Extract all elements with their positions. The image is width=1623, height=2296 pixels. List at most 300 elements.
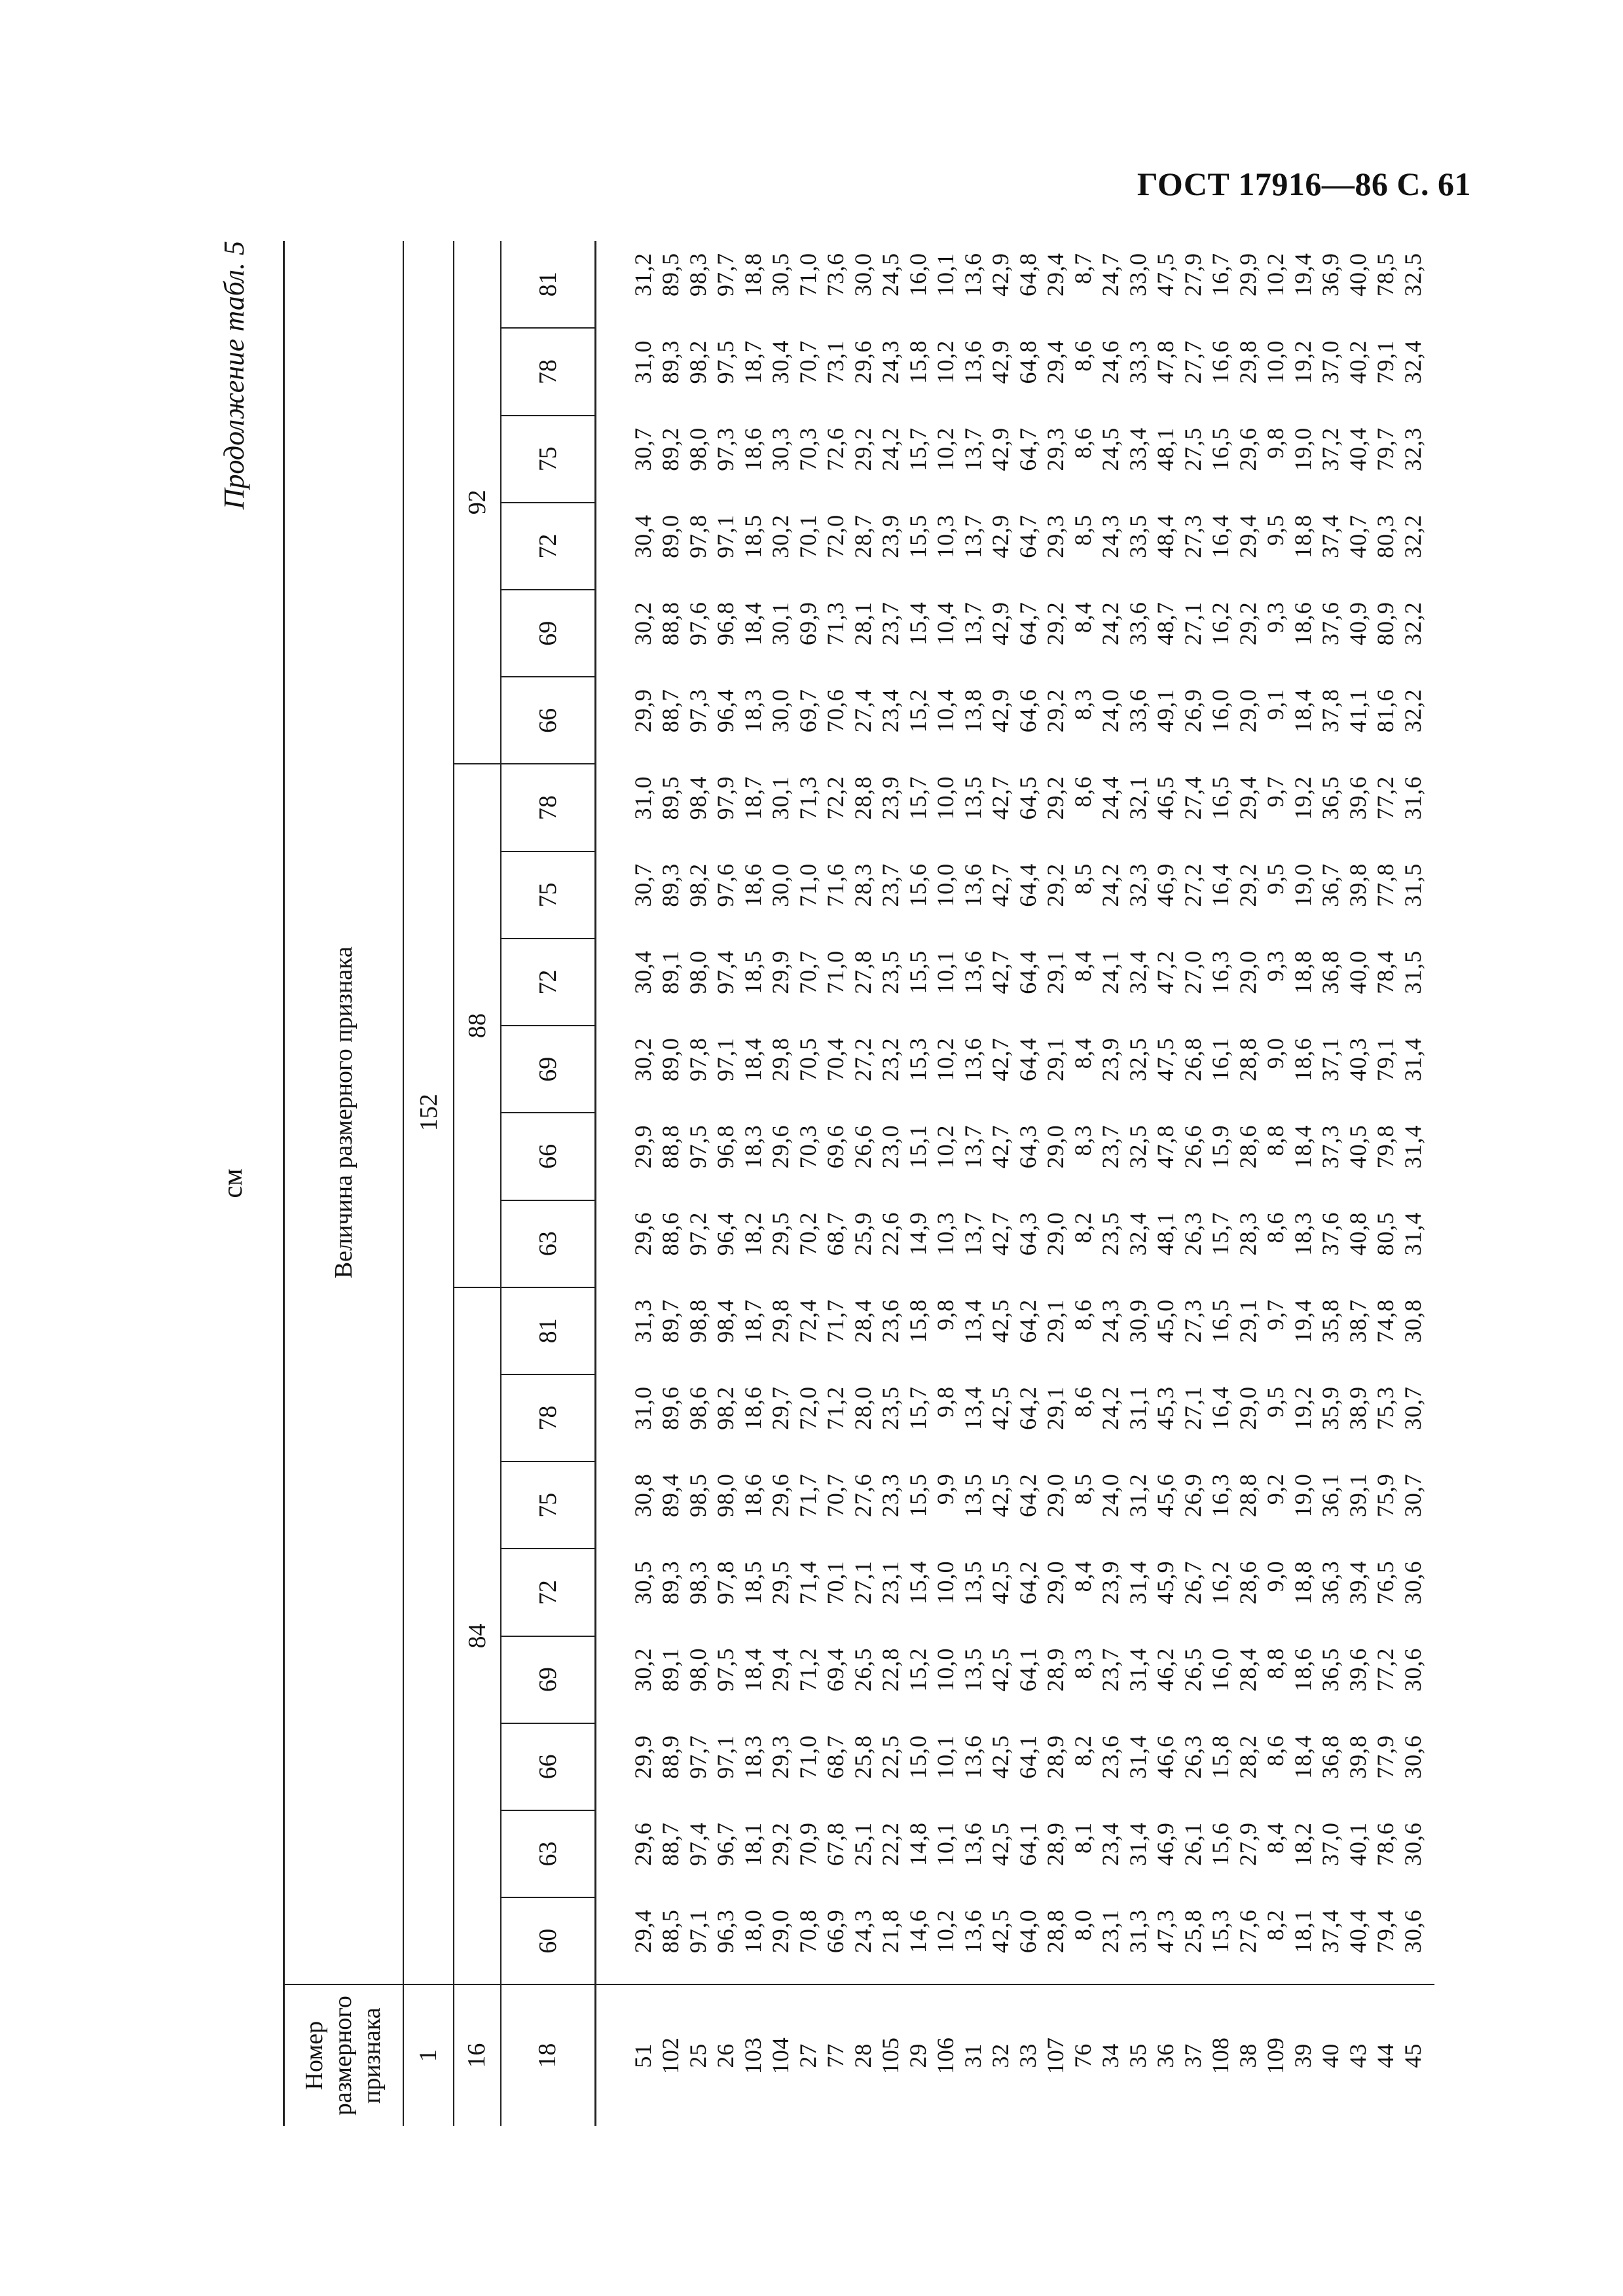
- row-header-line-3: признака: [357, 2007, 386, 2104]
- row-key: 109: [1262, 1984, 1289, 2126]
- row-key: 39: [1289, 1984, 1317, 2126]
- table-row: [684, 241, 712, 2126]
- table-cell: 26,5: [1180, 1647, 1206, 1692]
- table-cell: 97,4: [685, 1821, 711, 1866]
- table-cell: 77,9: [1372, 1734, 1398, 1779]
- table-cell: 9,0: [1262, 1037, 1288, 1069]
- table-cell: 37,0: [1317, 1821, 1343, 1866]
- table-cell: 32,3: [1400, 427, 1426, 471]
- row-key: 36: [1152, 1984, 1179, 2126]
- table-cell: 89,7: [657, 1299, 684, 1343]
- level3-key: 18: [501, 1984, 596, 2126]
- table-cell: 10,2: [932, 1124, 958, 1169]
- table-cell: 13,5: [960, 776, 986, 820]
- table-cell: 24,7: [1097, 253, 1123, 296]
- table-cell: 42,7: [987, 950, 1013, 994]
- table-cell: 24,3: [850, 1909, 876, 1954]
- table-row: [794, 241, 822, 2126]
- table-cell: 27,1: [850, 1560, 876, 1605]
- table-cell: 88,9: [657, 1734, 684, 1779]
- row-key: 35: [1124, 1984, 1152, 2126]
- row-key: 33: [1014, 1984, 1042, 2126]
- table-cell: 47,2: [1152, 950, 1178, 994]
- table-cell: 27,5: [1180, 427, 1206, 471]
- table-row: [822, 241, 849, 2126]
- table-cell: 29,6: [630, 1821, 656, 1866]
- row-key: 76: [1069, 1984, 1097, 2126]
- table-cell: 15,7: [1207, 1211, 1233, 1256]
- table-cell: 97,1: [685, 1909, 711, 1954]
- table-cell: 10,0: [932, 863, 958, 907]
- table-cell: 39,8: [1345, 1734, 1371, 1779]
- table-cell: 40,8: [1345, 1211, 1371, 1256]
- table-cell: 29,4: [630, 1909, 656, 1954]
- table-cell: 30,7: [630, 427, 656, 471]
- table-cell: 15,3: [1207, 1909, 1233, 1954]
- column-header: 78: [501, 1374, 596, 1462]
- table-cell: 9,3: [1262, 950, 1288, 982]
- table-cell: 23,1: [1097, 1909, 1123, 1954]
- table-cell: 23,2: [877, 1037, 903, 1082]
- table-cell: 18,2: [740, 1211, 766, 1256]
- table-cell: 10,1: [932, 1821, 958, 1866]
- table-cell: 8,6: [1262, 1734, 1288, 1767]
- table-cell: 31,0: [630, 1386, 656, 1430]
- table-cell: 24,6: [1097, 340, 1123, 384]
- column-header: 66: [501, 677, 596, 764]
- table-cell: 31,2: [1125, 1473, 1151, 1518]
- table-cell: 9,8: [932, 1386, 958, 1418]
- table-cell: 37,3: [1317, 1124, 1343, 1169]
- table-cell: 77,2: [1372, 776, 1398, 820]
- table-cell: 97,1: [712, 1734, 739, 1779]
- table-cell: 64,7: [1015, 427, 1041, 471]
- group-label-cell: Величина размерного признака: [284, 241, 404, 1984]
- table-cell: 64,1: [1015, 1647, 1041, 1692]
- table-cell: 49,1: [1152, 689, 1178, 733]
- table-cell: 47,8: [1152, 340, 1178, 384]
- table-row: [959, 241, 987, 2126]
- table-cell: 9,3: [1262, 601, 1288, 634]
- table-cell: 30,7: [1400, 1473, 1426, 1518]
- table-cell: 30,8: [630, 1473, 656, 1518]
- table-cell: 98,0: [685, 1647, 711, 1692]
- level2-group-92: 92: [454, 241, 501, 764]
- table-cell: 24,5: [877, 253, 903, 296]
- table-cell: 46,2: [1152, 1647, 1178, 1692]
- table-cell: 13,6: [960, 253, 986, 296]
- table-cell: 40,0: [1345, 253, 1371, 296]
- table-cell: 31,5: [1400, 863, 1426, 907]
- table-cell: 26,9: [1180, 1473, 1206, 1518]
- table-cell: 8,4: [1070, 950, 1096, 982]
- table-cell: 24,2: [1097, 601, 1123, 646]
- table-cell: 96,7: [712, 1821, 739, 1866]
- table-cell: 18,6: [740, 863, 766, 907]
- table-cell: 16,0: [1207, 1647, 1233, 1692]
- table-cell: 29,0: [1235, 689, 1261, 733]
- table-cell: 68,7: [822, 1734, 848, 1779]
- table-cell: 39,8: [1345, 863, 1371, 907]
- table-cell: 16,0: [905, 253, 931, 296]
- table-cell: 89,4: [657, 1473, 684, 1518]
- table-cell: 19,0: [1290, 1473, 1316, 1518]
- table-cell: 37,4: [1317, 1909, 1343, 1954]
- table-cell: 29,0: [767, 1909, 793, 1954]
- table-cell: 36,7: [1317, 863, 1343, 907]
- table-cell: 29,7: [767, 1386, 793, 1430]
- table-cell: 68,7: [822, 1211, 848, 1256]
- table-cell: 27,7: [1180, 340, 1206, 384]
- table-cell: 29,9: [630, 1734, 656, 1779]
- table-cell: 23,5: [877, 950, 903, 994]
- table-cell: 27,2: [850, 1037, 876, 1082]
- table-cell: 71,0: [795, 863, 821, 907]
- level2-group-88: 88: [454, 764, 501, 1287]
- table-cell: 29,8: [1235, 340, 1261, 384]
- table-row: [739, 241, 767, 2126]
- table-cell: 15,4: [905, 601, 931, 646]
- table-cell: 8,8: [1262, 1124, 1288, 1157]
- table-cell: 29,6: [1235, 427, 1261, 471]
- table-cell: 70,3: [795, 427, 821, 471]
- table-cell: 70,1: [822, 1560, 848, 1605]
- table-cell: 70,8: [795, 1909, 821, 1954]
- table-cell: 42,5: [987, 1299, 1013, 1343]
- table-cell: 26,7: [1180, 1560, 1206, 1605]
- table-cell: 26,3: [1180, 1734, 1206, 1779]
- table-cell: 16,5: [1207, 427, 1233, 471]
- table-cell: 97,1: [712, 1037, 739, 1082]
- table-cell: 66,9: [822, 1909, 848, 1954]
- table-cell: 45,9: [1152, 1560, 1178, 1605]
- table-cell: 37,2: [1317, 427, 1343, 471]
- table-row: [712, 241, 739, 2126]
- table-cell: 8,5: [1070, 514, 1096, 546]
- column-header: 81: [501, 1287, 596, 1374]
- table-cell: 97,8: [685, 1037, 711, 1082]
- table-cell: 14,9: [905, 1211, 931, 1256]
- table-cell: 29,0: [1042, 1124, 1068, 1169]
- table-cell: 9,5: [1262, 1386, 1288, 1418]
- table-cell: 64,0: [1015, 1909, 1041, 1954]
- table-cell: 13,6: [960, 340, 986, 384]
- row-key: 37: [1179, 1984, 1207, 2126]
- table-cell: 10,4: [932, 689, 958, 733]
- table-cell: 18,1: [1290, 1909, 1316, 1954]
- column-header: 75: [501, 1462, 596, 1549]
- table-cell: 29,6: [630, 1211, 656, 1256]
- table-cell: 28,7: [850, 514, 876, 558]
- table-cell: 10,3: [932, 514, 958, 558]
- table-cell: 27,9: [1235, 1821, 1261, 1866]
- table-cell: 97,7: [685, 1734, 711, 1779]
- table-continuation-caption: Продолжение табл. 5: [218, 241, 250, 510]
- table-cell: 32,2: [1400, 514, 1426, 558]
- table-cell: 22,2: [877, 1821, 903, 1866]
- table-cell: 18,5: [740, 950, 766, 994]
- table-cell: 13,7: [960, 427, 986, 471]
- table-cell: 8,5: [1070, 1473, 1096, 1505]
- table-cell: 39,1: [1345, 1473, 1371, 1518]
- table-cell: 40,3: [1345, 1037, 1371, 1082]
- table-cell: 29,1: [1042, 1386, 1068, 1430]
- table-cell: 15,4: [905, 1560, 931, 1605]
- table-cell: 8,8: [1262, 1647, 1288, 1679]
- table-cell: 10,2: [932, 427, 958, 471]
- table-cell: 79,7: [1372, 427, 1398, 471]
- measurement-table: [283, 241, 1434, 2126]
- table-cell: 10,0: [932, 1560, 958, 1605]
- table-cell: 26,1: [1180, 1821, 1206, 1866]
- table-cell: 23,5: [877, 1386, 903, 1430]
- table-cell: 13,7: [960, 601, 986, 646]
- table-cell: 45,0: [1152, 1299, 1178, 1343]
- table-cell: 40,0: [1345, 950, 1371, 994]
- table-cell: 18,6: [1290, 601, 1316, 646]
- table-cell: 8,6: [1070, 340, 1096, 372]
- table-cell: 28,6: [1235, 1560, 1261, 1605]
- column-header: 66: [501, 1723, 596, 1810]
- row-key: 43: [1344, 1984, 1372, 2126]
- table-cell: 10,0: [1262, 340, 1288, 384]
- table-cell: 13,6: [960, 1734, 986, 1779]
- table-cell: 19,4: [1290, 253, 1316, 296]
- table-cell: 97,7: [712, 253, 739, 296]
- table-cell: 9,7: [1262, 1299, 1288, 1331]
- row-key: 77: [822, 1984, 849, 2126]
- table-cell: 10,1: [932, 1734, 958, 1779]
- table-cell: 71,0: [822, 950, 848, 994]
- rotated-table-block: [217, 241, 1487, 2126]
- table-cell: 18,4: [740, 1647, 766, 1692]
- table-cell: 23,9: [877, 776, 903, 820]
- table-cell: 15,8: [905, 340, 931, 384]
- table-cell: 30,7: [1400, 1386, 1426, 1430]
- table-cell: 97,5: [712, 340, 739, 384]
- table-cell: 18,8: [740, 253, 766, 296]
- table-cell: 16,1: [1207, 1037, 1233, 1082]
- table-cell: 42,9: [987, 340, 1013, 384]
- table-cell: 32,4: [1125, 950, 1151, 994]
- table-cell: 69,9: [795, 601, 821, 646]
- page-header: ГОСТ 17916—86 С. 61: [1137, 166, 1471, 202]
- table-cell: 19,2: [1290, 340, 1316, 384]
- table-cell: 23,9: [1097, 1037, 1123, 1082]
- table-cell: 39,6: [1345, 1647, 1371, 1692]
- table-cell: 16,2: [1207, 601, 1233, 646]
- table-cell: 36,8: [1317, 950, 1343, 994]
- table-cell: 64,4: [1015, 950, 1041, 994]
- table-cell: 32,5: [1125, 1037, 1151, 1082]
- table-cell: 30,2: [630, 601, 656, 646]
- table-cell: 78,6: [1372, 1821, 1398, 1866]
- table-cell: 15,7: [905, 776, 931, 820]
- table-cell: 31,0: [630, 776, 656, 820]
- table-cell: 42,9: [987, 253, 1013, 296]
- column-header: 75: [501, 416, 596, 503]
- table-cell: 18,4: [1290, 689, 1316, 733]
- table-cell: 15,9: [1207, 1124, 1233, 1169]
- table-cell: 23,3: [877, 1473, 903, 1518]
- row-key: 44: [1372, 1984, 1399, 2126]
- table-cell: 42,9: [987, 601, 1013, 646]
- table-row: [1317, 241, 1344, 2126]
- table-cell: 8,3: [1070, 1647, 1096, 1679]
- table-cell: 30,6: [1400, 1560, 1426, 1605]
- table-cell: 97,4: [712, 950, 739, 994]
- table-cell: 29,3: [767, 1734, 793, 1779]
- table-cell: 15,7: [905, 1386, 931, 1430]
- table-cell: 76,5: [1372, 1560, 1398, 1605]
- table-cell: 35,8: [1317, 1299, 1343, 1343]
- table-cell: 42,9: [987, 514, 1013, 558]
- table-cell: 25,9: [850, 1211, 876, 1256]
- table-row: [849, 241, 877, 2126]
- table-cell: 28,6: [1235, 1124, 1261, 1169]
- table-cell: 29,8: [767, 1037, 793, 1082]
- table-cell: 74,8: [1372, 1299, 1398, 1343]
- table-cell: 19,0: [1290, 863, 1316, 907]
- table-cell: 31,1: [1125, 1386, 1151, 1430]
- table-cell: 46,6: [1152, 1734, 1178, 1779]
- row-key: 106: [932, 1984, 959, 2126]
- table-cell: 40,4: [1345, 427, 1371, 471]
- table-cell: 9,9: [932, 1473, 958, 1505]
- column-header: 75: [501, 852, 596, 939]
- table-cell: 18,6: [1290, 1647, 1316, 1692]
- table-cell: 31,4: [1125, 1821, 1151, 1866]
- table-cell: 29,0: [1235, 950, 1261, 994]
- table-cell: 30,6: [1400, 1909, 1426, 1954]
- level1-value: 152: [403, 241, 454, 1984]
- table-cell: 42,7: [987, 1037, 1013, 1082]
- table-cell: 23,7: [877, 863, 903, 907]
- table-cell: 18,7: [740, 776, 766, 820]
- table-cell: 64,8: [1015, 253, 1041, 296]
- table-cell: 29,1: [1042, 1299, 1068, 1343]
- table-cell: 26,3: [1180, 1211, 1206, 1256]
- table-cell: 18,7: [740, 1299, 766, 1343]
- table-cell: 26,5: [850, 1647, 876, 1692]
- table-cell: 98,2: [685, 863, 711, 907]
- table-cell: 79,4: [1372, 1909, 1398, 1954]
- table-row: [596, 241, 657, 2126]
- table-cell: 27,6: [1235, 1909, 1261, 1954]
- table-cell: 96,4: [712, 689, 739, 733]
- row-key: 108: [1207, 1984, 1234, 2126]
- table-cell: 18,3: [740, 1734, 766, 1779]
- table-cell: 30,6: [1400, 1647, 1426, 1692]
- table-cell: 8,4: [1262, 1821, 1288, 1854]
- table-cell: 64,5: [1015, 776, 1041, 820]
- table-cell: 8,0: [1070, 1909, 1096, 1941]
- table-cell: 23,1: [877, 1560, 903, 1605]
- table-cell: 64,4: [1015, 863, 1041, 907]
- table-cell: 29,8: [767, 1299, 793, 1343]
- table-cell: 18,6: [740, 1386, 766, 1430]
- table-cell: 29,4: [1042, 253, 1068, 296]
- table-cell: 37,6: [1317, 601, 1343, 646]
- table-cell: 75,9: [1372, 1473, 1398, 1518]
- table-cell: 64,6: [1015, 689, 1041, 733]
- table-cell: 29,1: [1042, 950, 1068, 994]
- table-cell: 26,6: [1180, 1124, 1206, 1169]
- table-cell: 98,2: [712, 1386, 739, 1430]
- table-cell: 28,3: [850, 863, 876, 907]
- table-cell: 8,2: [1262, 1909, 1288, 1941]
- table-cell: 33,5: [1125, 514, 1151, 558]
- table-cell: 29,2: [1235, 601, 1261, 646]
- table-cell: 30,0: [767, 863, 793, 907]
- table-cell: 38,9: [1345, 1386, 1371, 1430]
- table-row: [1069, 241, 1097, 2126]
- table-cell: 88,7: [657, 1821, 684, 1866]
- table-cell: 18,4: [1290, 1124, 1316, 1169]
- column-header: 72: [501, 1549, 596, 1636]
- table-cell: 16,2: [1207, 1560, 1233, 1605]
- table-cell: 96,8: [712, 601, 739, 646]
- table-cell: 40,1: [1345, 1821, 1371, 1866]
- table-cell: 69,4: [822, 1647, 848, 1692]
- row-header-line-1: Номер: [301, 2020, 329, 2090]
- table-cell: 29,9: [1235, 253, 1261, 296]
- table-cell: 29,2: [767, 1821, 793, 1866]
- table-cell: 8,3: [1070, 1124, 1096, 1157]
- column-header: 69: [501, 590, 596, 677]
- table-cell: 78,4: [1372, 950, 1398, 994]
- table-cell: 97,6: [685, 601, 711, 646]
- table-cell: 31,4: [1400, 1037, 1426, 1082]
- table-cell: 70,5: [795, 1037, 821, 1082]
- table-cell: 33,0: [1125, 253, 1151, 296]
- table-cell: 19,0: [1290, 427, 1316, 471]
- table-cell: 37,1: [1317, 1037, 1343, 1082]
- table-cell: 29,6: [850, 340, 876, 384]
- table-cell: 9,2: [1262, 1473, 1288, 1505]
- table-cell: 71,0: [795, 253, 821, 296]
- table-cell: 24,2: [877, 427, 903, 471]
- table-cell: 27,3: [1180, 514, 1206, 558]
- table-cell: 8,4: [1070, 1037, 1096, 1069]
- table-cell: 79,1: [1372, 340, 1398, 384]
- table-row: [767, 241, 794, 2126]
- table-cell: 22,8: [877, 1647, 903, 1692]
- table-cell: 8,3: [1070, 689, 1096, 721]
- table-cell: 48,1: [1152, 1211, 1178, 1256]
- row-key: 29: [904, 1984, 932, 2126]
- table-cell: 18,8: [1290, 1560, 1316, 1605]
- table-cell: 29,9: [630, 689, 656, 733]
- table-cell: 9,7: [1262, 776, 1288, 808]
- table-cell: 30,0: [850, 253, 876, 296]
- table-cell: 8,4: [1070, 601, 1096, 634]
- table-cell: 29,2: [850, 427, 876, 471]
- table-cell: 37,4: [1317, 514, 1343, 558]
- table-cell: 96,8: [712, 1124, 739, 1169]
- table-cell: 47,3: [1152, 1909, 1178, 1954]
- table-cell: 29,4: [1235, 514, 1261, 558]
- table-cell: 14,6: [905, 1909, 931, 1954]
- table-row: [1124, 241, 1152, 2126]
- table-cell: 29,6: [767, 1124, 793, 1169]
- row-key: 105: [877, 1984, 904, 2126]
- table-cell: 42,7: [987, 1124, 1013, 1169]
- table-cell: 23,6: [877, 1299, 903, 1343]
- table-cell: 18,4: [740, 1037, 766, 1082]
- table-cell: 13,6: [960, 950, 986, 994]
- table-cell: 36,1: [1317, 1473, 1343, 1518]
